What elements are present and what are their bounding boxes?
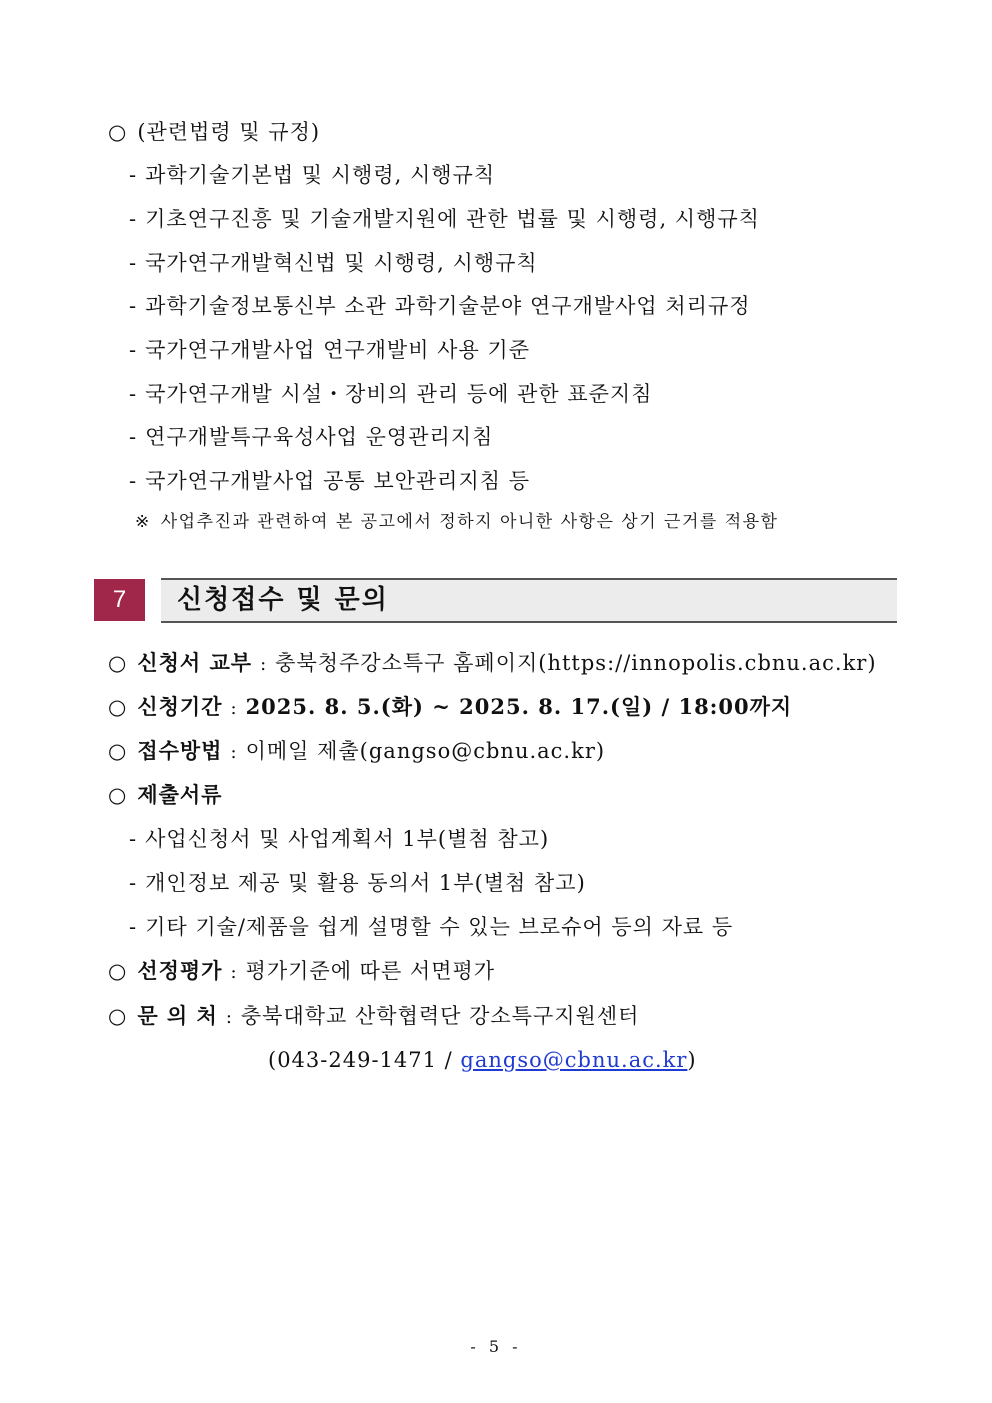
laws-note-text: 사업추진과 관련하여 본 공고에서 정하지 아니한 사항은 상기 근거를 적용함 xyxy=(160,512,779,532)
law-item-text: 국가연구개발사업 연구개발비 사용 기준 xyxy=(145,338,530,362)
application-method-row xyxy=(108,737,605,767)
application-form-label: 신청서 교부 xyxy=(137,650,253,675)
application-method-label: 접수방법 xyxy=(137,738,223,763)
docs-item-text: 사업신청서 및 사업계획서 1부(별첨 참고) xyxy=(145,827,550,851)
contact-email-link[interactable]: gangso@cbnu.ac.kr xyxy=(460,1048,688,1072)
law-item-text: 국가연구개발혁신법 및 시행령, 시행규칙 xyxy=(145,251,538,275)
dash-icon: - xyxy=(129,251,138,275)
application-docs-row xyxy=(108,781,222,809)
docs-item xyxy=(129,869,586,897)
contact-phone: (043-249-1471 / xyxy=(268,1048,461,1072)
circle-bullet-icon: ○ xyxy=(108,739,128,763)
docs-item-text: 개인정보 제공 및 활용 동의서 1부(별첨 참고) xyxy=(145,871,586,895)
dash-icon: - xyxy=(129,827,138,851)
application-contact-detail-row xyxy=(268,1046,697,1074)
application-eval-value: 평가기준에 따른 서면평가 xyxy=(245,959,496,983)
section-title-box xyxy=(161,578,897,623)
docs-item-text: 기타 기술/제품을 쉽게 설명할 수 있는 브로슈어 등의 자료 등 xyxy=(145,915,734,939)
law-item-text: 국가연구개발사업 공통 보안관리지침 등 xyxy=(145,469,530,493)
circle-bullet-icon: ○ xyxy=(108,120,128,144)
law-item-text: 연구개발특구육성사업 운영관리지침 xyxy=(145,425,494,449)
circle-bullet-icon: ○ xyxy=(108,651,128,675)
laws-note xyxy=(135,510,778,534)
application-method-value: 이메일 제출(gangso@cbnu.ac.kr) xyxy=(245,739,606,763)
application-contact-label: 문 의 처 xyxy=(137,1003,218,1028)
application-form-value: 충북청주강소특구 홈페이지(https://innopolis.cbnu.ac.kr) xyxy=(275,651,877,675)
docs-item xyxy=(129,825,549,853)
law-item xyxy=(129,336,530,364)
dash-icon: - xyxy=(129,207,138,231)
application-period-value: 2025. 8. 5.(화) ~ 2025. 8. 17.(일) / 18:00까지 xyxy=(245,694,793,719)
application-eval-row xyxy=(108,957,495,987)
dash-icon: - xyxy=(129,469,138,493)
laws-heading-row xyxy=(108,118,320,146)
laws-heading: (관련법령 및 규정) xyxy=(137,120,321,144)
dash-icon: - xyxy=(129,871,138,895)
reference-mark-icon: ※ xyxy=(135,512,151,532)
circle-bullet-icon: ○ xyxy=(108,1004,128,1028)
law-item xyxy=(129,292,751,320)
page-number: - 5 - xyxy=(470,1337,522,1356)
separator: : xyxy=(230,962,238,983)
dash-icon: - xyxy=(129,338,138,362)
law-item-text: 기초연구진흥 및 기술개발지원에 관한 법률 및 시행령, 시행규칙 xyxy=(145,207,760,231)
law-item xyxy=(129,467,530,495)
law-item xyxy=(129,205,760,233)
law-item xyxy=(129,380,653,408)
law-item xyxy=(129,423,493,451)
section-header xyxy=(94,578,897,622)
application-form-row xyxy=(108,649,877,679)
law-item-text: 국가연구개발 시설・장비의 관리 등에 관한 표준지침 xyxy=(145,382,653,406)
application-contact-row xyxy=(108,1002,639,1032)
contact-suffix: ) xyxy=(687,1048,697,1072)
dash-icon: - xyxy=(129,915,138,939)
application-period-row xyxy=(108,693,792,723)
application-docs-label: 제출서류 xyxy=(137,782,223,807)
dash-icon: - xyxy=(129,163,138,187)
law-item-text: 과학기술정보통신부 소관 과학기술분야 연구개발사업 처리규정 xyxy=(145,294,751,318)
law-item-text: 과학기술기본법 및 시행령, 시행규칙 xyxy=(145,163,496,187)
circle-bullet-icon: ○ xyxy=(108,959,128,983)
application-eval-label: 선정평가 xyxy=(137,958,223,983)
circle-bullet-icon: ○ xyxy=(108,783,128,807)
section-title: 신청접수 및 문의 xyxy=(177,585,389,615)
application-contact-value: 충북대학교 산학협력단 강소특구지원센터 xyxy=(240,1004,640,1028)
separator: : xyxy=(230,742,238,763)
circle-bullet-icon: ○ xyxy=(108,695,128,719)
dash-icon: - xyxy=(129,294,138,318)
docs-item xyxy=(129,913,733,941)
dash-icon: - xyxy=(129,382,138,406)
separator: : xyxy=(225,1007,233,1028)
law-item xyxy=(129,249,538,277)
law-item xyxy=(129,161,495,189)
separator: : xyxy=(260,654,268,675)
section-number: 7 xyxy=(94,579,145,621)
application-period-label: 신청기간 xyxy=(137,694,223,719)
separator: : xyxy=(230,698,238,719)
dash-icon: - xyxy=(129,425,138,449)
